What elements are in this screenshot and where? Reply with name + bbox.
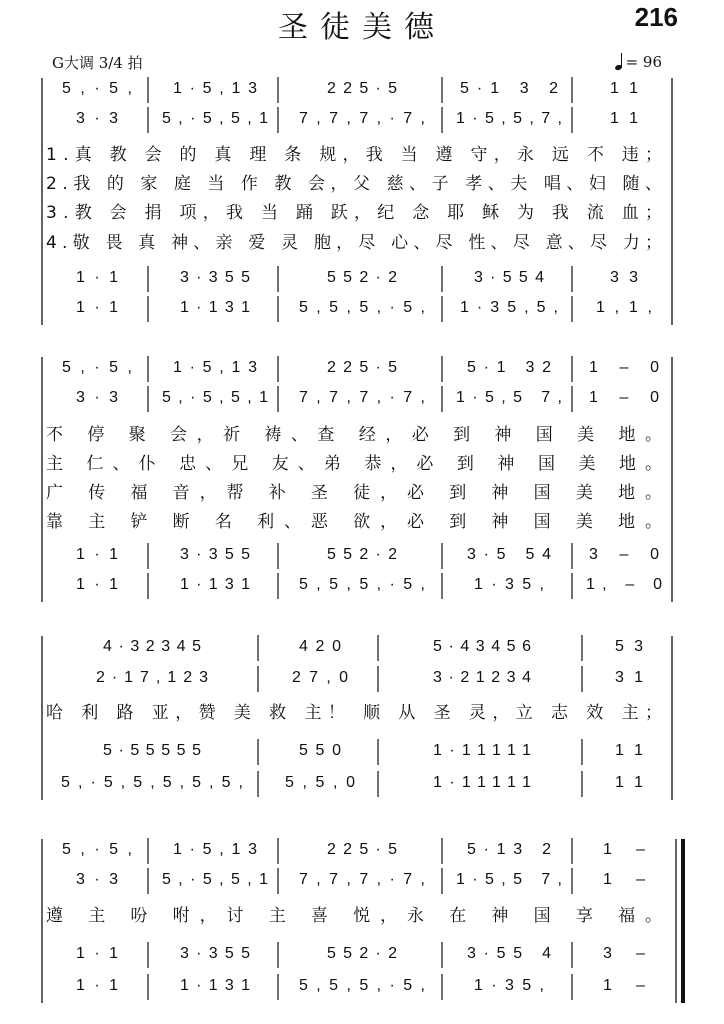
- jianpu-measure: 1·1: [76, 269, 118, 286]
- jianpu-measure: 4·32345: [103, 638, 201, 655]
- jianpu-measure: 225·5: [327, 80, 397, 97]
- jianpu-measure: 3 – 0: [589, 546, 659, 563]
- jianpu-measure: 5,5,5,·5,: [299, 576, 425, 593]
- jianpu-measure: 5,·5,: [62, 80, 132, 97]
- jianpu-measure: 5,5,5,·5,: [299, 977, 425, 994]
- jianpu-measure: 2·17,123: [96, 669, 208, 686]
- hymn-title: 圣徒美德: [278, 10, 446, 45]
- jianpu-measure: 1·5,5 7,: [456, 871, 562, 888]
- jianpu-measure: 5,·5,5,1: [162, 871, 268, 888]
- jianpu-measure: 1·131: [180, 576, 250, 593]
- jianpu-measure: 5,·5,5,1: [162, 110, 268, 127]
- jianpu-measure: 1,1,: [596, 299, 652, 316]
- jianpu-measure: 552·2: [327, 945, 397, 962]
- jianpu-measure: 3·554: [474, 269, 544, 286]
- jianpu-measure: 1·11111: [433, 774, 531, 791]
- jianpu-measure: 11: [615, 774, 643, 791]
- jianpu-measure: 1·1: [76, 576, 118, 593]
- lyric-line: 1.真 教 会 的 真 理 条 规，我 当 遵 守，永 远 不 违；: [46, 145, 662, 165]
- jianpu-measure: 1·131: [180, 299, 250, 316]
- jianpu-measure: 5·55555: [103, 742, 201, 759]
- jianpu-measure: 1 – 0: [589, 389, 659, 406]
- jianpu-measure: 27,0: [292, 669, 348, 686]
- jianpu-measure: 552·2: [327, 269, 397, 286]
- jianpu-measure: 3·3: [76, 871, 118, 888]
- lyric-line: 2.我 的 家 庭 当 作 教 会，父 慈、子 孝、夫 唱、妇 随、: [46, 174, 662, 194]
- lyric-line: 3.教 会 捐 项，我 当 踊 跃，纪 念 耶 稣 为 我 流 血；: [46, 203, 662, 223]
- lyric-line: 主 仁、仆 忠、兄 友、弟 恭，必 到 神 国 美 地。: [46, 454, 663, 474]
- jianpu-measure: 1·5,5,7,: [456, 110, 562, 127]
- jianpu-measure: 1·1: [76, 299, 118, 316]
- jianpu-measure: 5·43456: [433, 638, 531, 655]
- lyric-line: 4.敬 畏 真 神、亲 爱 灵 胞，尽 心、尽 性、尽 意、尽 力；: [46, 233, 662, 253]
- jianpu-measure: 1·5,13: [173, 359, 257, 376]
- jianpu-measure: 5,5,0: [285, 774, 355, 791]
- jianpu-measure: 7,7,7,·7,: [299, 110, 425, 127]
- jianpu-measure: 225·5: [327, 841, 397, 858]
- jianpu-measure: 3·355: [180, 269, 250, 286]
- jianpu-measure: 1 –: [603, 841, 645, 858]
- jianpu-measure: 225·5: [327, 359, 397, 376]
- jianpu-measure: 5,·5,: [62, 841, 132, 858]
- jianpu-measure: 5·1 3 2: [460, 80, 558, 97]
- jianpu-measure: 7,7,7,·7,: [299, 389, 425, 406]
- jianpu-measure: 5,5,5,·5,: [299, 299, 425, 316]
- jianpu-measure: 5,·5,: [62, 359, 132, 376]
- jianpu-measure: 3·5 54: [467, 546, 551, 563]
- lyric-line: 靠 主 铲 断 名 利、恶 欲，必 到 神 国 美 地。: [46, 512, 662, 532]
- jianpu-measure: 1·35,5,: [460, 299, 558, 316]
- jianpu-measure: 31: [615, 669, 643, 686]
- jianpu-measure: 3·3: [76, 110, 118, 127]
- jianpu-measure: 1·5,13: [173, 80, 257, 97]
- tempo-value: = 96: [625, 53, 662, 71]
- jianpu-measure: 1 – 0: [589, 359, 659, 376]
- jianpu-measure: 3·55 4: [467, 945, 551, 962]
- jianpu-measure: 3·21234: [433, 669, 531, 686]
- jianpu-measure: 3·3: [76, 389, 118, 406]
- jianpu-measure: 11: [615, 742, 643, 759]
- jianpu-measure: 1·1: [76, 977, 118, 994]
- jianpu-measure: 1 –: [603, 977, 645, 994]
- jianpu-measure: 3 –: [603, 945, 645, 962]
- jianpu-measure: 420: [299, 638, 341, 655]
- hymn-number: 216: [634, 2, 678, 32]
- jianpu-measure: 552·2: [327, 546, 397, 563]
- jianpu-measure: 1, – 0: [586, 576, 662, 593]
- jianpu-measure: 11: [610, 80, 638, 97]
- jianpu-measure: 1·5,5 7,: [456, 389, 562, 406]
- jianpu-measure: 5·13 2: [467, 841, 551, 858]
- lyric-line: 哈 利 路 亚，赞 美 救 主！ 顺 从 圣 灵，立 志 效 主；: [46, 703, 662, 723]
- jianpu-measure: 3·355: [180, 945, 250, 962]
- jianpu-measure: 550: [299, 742, 341, 759]
- jianpu-measure: 5,·5,5,5,5,5,: [61, 774, 243, 791]
- jianpu-measure: 1 –: [603, 871, 645, 888]
- jianpu-measure: 1·11111: [433, 742, 531, 759]
- jianpu-measure: 53: [615, 638, 643, 655]
- key-and-time-signature: G大调 3/4 拍: [52, 54, 143, 72]
- jianpu-measure: 1·1: [76, 945, 118, 962]
- jianpu-measure: 11: [610, 110, 638, 127]
- lyric-line: 遵 主 吩 咐，讨 主 喜 悦，永 在 神 国 享 福。: [46, 906, 662, 926]
- jianpu-measure: 1·1: [76, 546, 118, 563]
- jianpu-measure: 1·5,13: [173, 841, 257, 858]
- jianpu-measure: 1·35,: [474, 977, 544, 994]
- lyric-line: 不 停 聚 会，祈 祷、查 经，必 到 神 国 美 地。: [46, 425, 663, 445]
- jianpu-measure: 3·355: [180, 546, 250, 563]
- jianpu-measure: 1·131: [180, 977, 250, 994]
- jianpu-measure: 5·1 32: [467, 359, 551, 376]
- lyric-line: 广 传 福 音，帮 补 圣 徒，必 到 神 国 美 地。: [46, 483, 662, 503]
- jianpu-measure: 33: [610, 269, 638, 286]
- jianpu-measure: 7,7,7,·7,: [299, 871, 425, 888]
- jianpu-measure: 1·35,: [474, 576, 544, 593]
- jianpu-measure: 5,·5,5,1: [162, 389, 268, 406]
